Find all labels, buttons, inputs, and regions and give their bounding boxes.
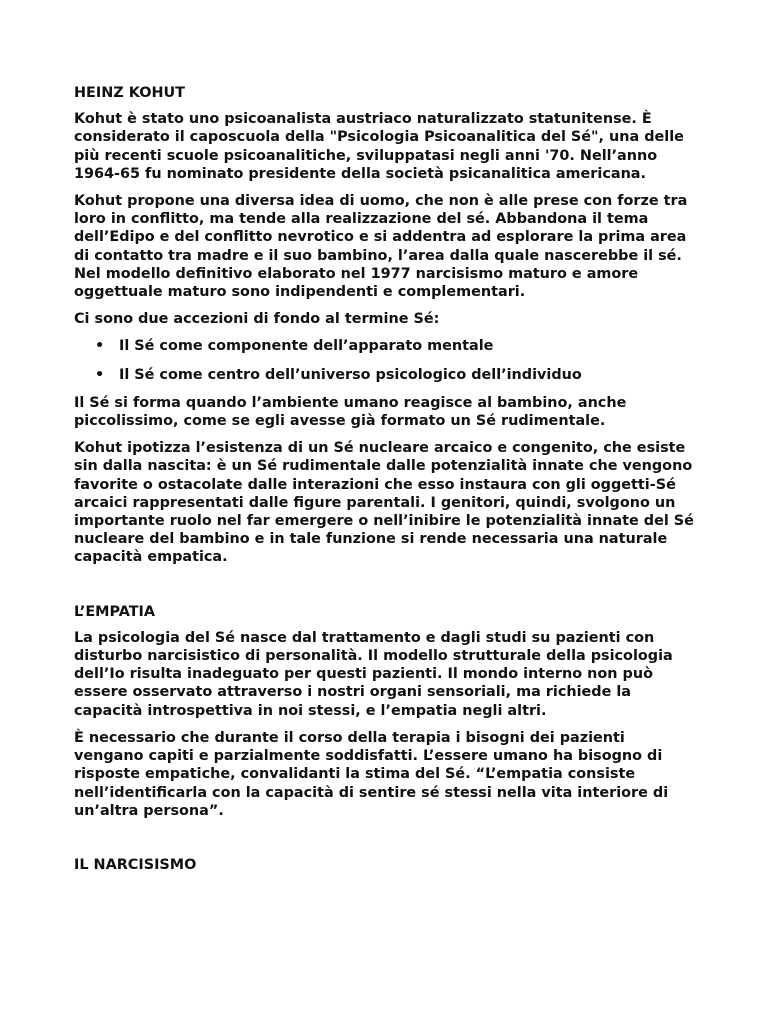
document-page	[74, 84, 698, 882]
section-heading-empatia: L’EMPATIA	[74, 603, 156, 620]
paragraph: È necessario che durante il corso della terapia i bisogni dei pazienti vengano capiti e parzialmente soddisfatti. L’essere umano ha bisogno di risposte empatiche, convalidanti la stima del Sé. “L’empatia consiste nell’identificarla con la capacità di sentire sé stessi nella vita interiore di un’altra persona”.	[74, 729, 669, 819]
section-heading-narcisismo: IL NARCISISMO	[74, 856, 197, 873]
paragraph: Ci sono due accezioni di fondo al termine Sé:	[74, 311, 440, 328]
paragraph: Kohut è stato uno psicoanalista austriaco naturalizzato statunitense. È considerato il caposcuola della "Psicologia Psicoanalitica del Sé", una delle più recenti scuole psicoanalitiche, sviluppatasi negli anni '70. Nell’anno 1964-65 fu nominato presidente della società psicanalitica americana.	[74, 111, 684, 182]
paragraph: Il Sé si forma quando l’ambiente umano reagisce al bambino, anche piccolissimo, come se egli avesse già formato un Sé rudimentale.	[74, 394, 627, 430]
paragraph: La psicologia del Sé nasce dal trattamento e dagli studi su pazienti con disturbo narcisistico di personalità. Il modello strutturale della psicologia dell’Io risulta inadeguato per questi pazienti. Il mondo interno non può essere osservato attraverso i nostri organi sensoriali, ma richiede la capacità introspettiva in noi stessi, e l’empatia negli altri.	[74, 629, 673, 719]
bullet-item	[74, 366, 698, 384]
bullet-text: Il Sé come centro dell’universo psicologico dell’individuo	[119, 366, 582, 383]
bullet-text: Il Sé come componente dell’apparato mentale	[119, 338, 494, 355]
paragraph: Kohut ipotizza l’esistenza di un Sé nucleare arcaico e congenito, che esiste sin dalla nascita: è un Sé rudimentale dalle potenzialità innate che vengono favorite o ostacolate dalle interazioni che esso instaura con gli oggetti-Sé arcaici rappresentati dalle figure parentali. I genitori, quindi, svolgono un importante ruolo nel far emergere o nell’inibire le potenzialità innate del Sé nucleare del bambino e in tale funzione si rende necessaria una naturale capacità empatica.	[74, 440, 694, 566]
bullet-item	[74, 337, 698, 355]
bullet-icon: •	[95, 366, 105, 383]
section-heading-kohut: HEINZ KOHUT	[74, 85, 185, 101]
paragraph: Kohut propone una diversa idea di uomo, che non è alle prese con forze tra loro in conflitto, ma tende alla realizzazione del sé. Abbandona il tema dell’Edipo e del conflitto nevrotico e si addentra ad esplorare la prima area di contatto tra madre e il suo bambino, l’area dalla quale nascerebbe il sé. Nel modello definitivo elaborato nel 1977 narcisismo maturo e amore oggettuale maturo sono indipendenti e complementari.	[74, 193, 688, 301]
section-spacer	[74, 829, 698, 856]
bullet-list	[74, 337, 698, 383]
section-spacer	[74, 576, 698, 603]
bullet-icon: •	[95, 338, 105, 355]
